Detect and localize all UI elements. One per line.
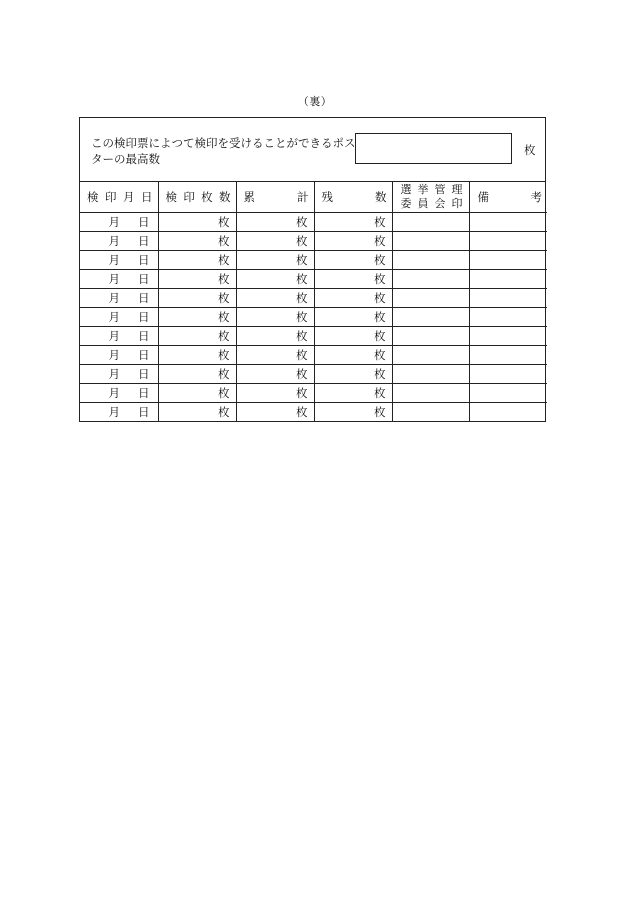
count-unit-label: 枚 [218,405,230,419]
remaining-cell[interactable] [314,213,392,232]
count-cell[interactable] [158,308,236,327]
date-cell[interactable] [80,327,158,346]
notes-cell[interactable] [469,346,547,365]
table-row [80,213,547,232]
count-cell[interactable] [158,270,236,289]
seal-cell[interactable] [392,213,469,232]
count-cell[interactable] [158,403,236,422]
table-row [80,289,547,308]
remaining-cell[interactable] [314,327,392,346]
count-unit-label: 枚 [218,386,230,400]
header-election-committee-seal [392,182,469,213]
remaining-cell[interactable] [314,403,392,422]
header-char: 検 [165,190,177,204]
seal-cell[interactable] [392,365,469,384]
total-unit-label: 枚 [296,348,308,362]
max-count-unit: 枚 [524,143,536,157]
count-unit-label: 枚 [218,272,230,286]
seal-cell[interactable] [392,403,469,422]
header-char: 管 [434,183,446,196]
header-char: 日 [141,190,153,204]
day-label: 日 [138,386,150,400]
remaining-unit-label: 枚 [374,329,386,343]
max-count-description: この検印票によつて検印を受けることができるポスターの最高数 [91,136,356,166]
table-row [80,327,547,346]
date-cell[interactable] [80,308,158,327]
inspection-stamp-form [79,117,546,422]
header-char: 数 [218,190,231,204]
header-char: 検 [87,190,99,204]
seal-cell[interactable] [392,346,469,365]
total-unit-label: 枚 [296,367,308,381]
total-unit-label: 枚 [296,253,308,267]
day-label: 日 [138,367,150,381]
header-notes [469,182,547,213]
count-cell[interactable] [158,346,236,365]
date-cell[interactable] [80,213,158,232]
count-cell[interactable] [158,213,236,232]
remaining-cell[interactable] [314,251,392,270]
total-cell[interactable] [236,213,314,232]
month-label: 月 [108,329,120,343]
header-remaining [314,182,392,213]
notes-cell[interactable] [469,308,547,327]
header-char: 月 [123,190,135,204]
remaining-unit-label: 枚 [374,405,386,419]
remaining-cell[interactable] [314,365,392,384]
header-char: 計 [297,190,309,204]
count-cell[interactable] [158,289,236,308]
total-cell[interactable] [236,270,314,289]
count-unit-label: 枚 [218,348,230,362]
notes-cell[interactable] [469,251,547,270]
header-char: 委 [400,197,412,210]
header-char: 考 [530,190,542,204]
date-cell[interactable] [80,232,158,251]
header-char: 選 [400,183,412,196]
total-cell[interactable] [236,289,314,308]
header-char: 残 [321,190,333,204]
total-unit-label: 枚 [296,405,308,419]
count-unit-label: 枚 [218,291,230,305]
table-row [80,384,547,403]
seal-cell[interactable] [392,270,469,289]
remaining-unit-label: 枚 [374,310,386,324]
seal-cell[interactable] [392,384,469,403]
remaining-cell[interactable] [314,232,392,251]
total-cell[interactable] [236,403,314,422]
table-row [80,403,547,422]
remaining-cell[interactable] [314,308,392,327]
count-unit-label: 枚 [218,215,230,229]
day-label: 日 [138,272,150,286]
remaining-unit-label: 枚 [374,291,386,305]
notes-cell[interactable] [469,270,547,289]
table-row [80,232,547,251]
month-label: 月 [108,253,120,267]
total-cell[interactable] [236,346,314,365]
date-cell[interactable] [80,384,158,403]
count-unit-label: 枚 [218,367,230,381]
seal-cell[interactable] [392,308,469,327]
month-label: 月 [108,272,120,286]
notes-cell[interactable] [469,289,547,308]
count-cell[interactable] [158,365,236,384]
count-cell[interactable] [158,251,236,270]
day-label: 日 [138,291,150,305]
total-cell[interactable] [236,384,314,403]
remaining-unit-label: 枚 [374,386,386,400]
remaining-unit-label: 枚 [374,253,386,267]
notes-cell[interactable] [469,232,547,251]
month-label: 月 [108,386,120,400]
month-label: 月 [108,367,120,381]
total-unit-label: 枚 [296,310,308,324]
table-row [80,346,547,365]
total-unit-label: 枚 [296,329,308,343]
date-cell[interactable] [80,251,158,270]
date-cell[interactable] [80,289,158,308]
notes-cell[interactable] [469,365,547,384]
remaining-cell[interactable] [314,384,392,403]
day-label: 日 [138,215,150,229]
total-cell[interactable] [236,308,314,327]
date-cell[interactable] [80,346,158,365]
total-unit-label: 枚 [296,386,308,400]
table-header-row [80,182,547,213]
header-char: 枚 [201,190,213,204]
notes-cell[interactable] [469,213,547,232]
header-char: 印 [105,190,117,204]
count-unit-label: 枚 [218,329,230,343]
inspection-log-body [80,213,547,422]
day-label: 日 [138,405,150,419]
header-char: 備 [477,190,489,204]
remaining-cell[interactable] [314,270,392,289]
day-label: 日 [138,310,150,324]
date-cell[interactable] [80,365,158,384]
header-cumulative-total [236,182,314,213]
remaining-unit-label: 枚 [374,234,386,248]
max-count-field[interactable] [355,133,512,164]
count-unit-label: 枚 [218,253,230,267]
total-unit-label: 枚 [296,291,308,305]
day-label: 日 [138,329,150,343]
header-char: 数 [375,190,387,204]
month-label: 月 [108,405,120,419]
seal-cell[interactable] [392,289,469,308]
table-row [80,251,547,270]
total-cell[interactable] [236,327,314,346]
header-char: 累 [243,190,255,204]
remaining-cell[interactable] [314,346,392,365]
header-char: 会 [434,197,446,210]
month-label: 月 [108,348,120,362]
day-label: 日 [138,253,150,267]
total-cell[interactable] [236,365,314,384]
notes-cell[interactable] [469,327,547,346]
remaining-unit-label: 枚 [374,348,386,362]
remaining-unit-label: 枚 [374,272,386,286]
date-cell[interactable] [80,403,158,422]
remaining-unit-label: 枚 [374,215,386,229]
header-char: 理 [451,183,463,196]
remaining-unit-label: 枚 [374,367,386,381]
total-unit-label: 枚 [296,234,308,248]
header-inspection-date [80,182,158,213]
total-cell[interactable] [236,251,314,270]
seal-cell[interactable] [392,251,469,270]
inspection-log-table [80,182,547,421]
total-unit-label: 枚 [296,272,308,286]
notes-cell[interactable] [469,384,547,403]
seal-cell[interactable] [392,327,469,346]
max-count-section [80,118,545,182]
seal-cell[interactable] [392,232,469,251]
month-label: 月 [108,234,120,248]
date-cell[interactable] [80,270,158,289]
total-unit-label: 枚 [296,215,308,229]
count-unit-label: 枚 [218,310,230,324]
header-char: 員 [417,197,429,210]
notes-cell[interactable] [469,403,547,422]
month-label: 月 [108,291,120,305]
table-row [80,270,547,289]
header-char: 印 [183,190,195,204]
header-inspection-count [158,182,236,213]
month-label: 月 [108,310,120,324]
table-row [80,308,547,327]
day-label: 日 [138,348,150,362]
total-cell[interactable] [236,232,314,251]
count-cell[interactable] [158,327,236,346]
count-cell[interactable] [158,232,236,251]
count-cell[interactable] [158,384,236,403]
page-heading: （裏） [297,95,333,108]
table-row [80,365,547,384]
remaining-cell[interactable] [314,289,392,308]
day-label: 日 [138,234,150,248]
month-label: 月 [108,215,120,229]
count-unit-label: 枚 [218,234,230,248]
header-char: 印 [451,197,463,210]
header-char: 挙 [417,183,429,196]
